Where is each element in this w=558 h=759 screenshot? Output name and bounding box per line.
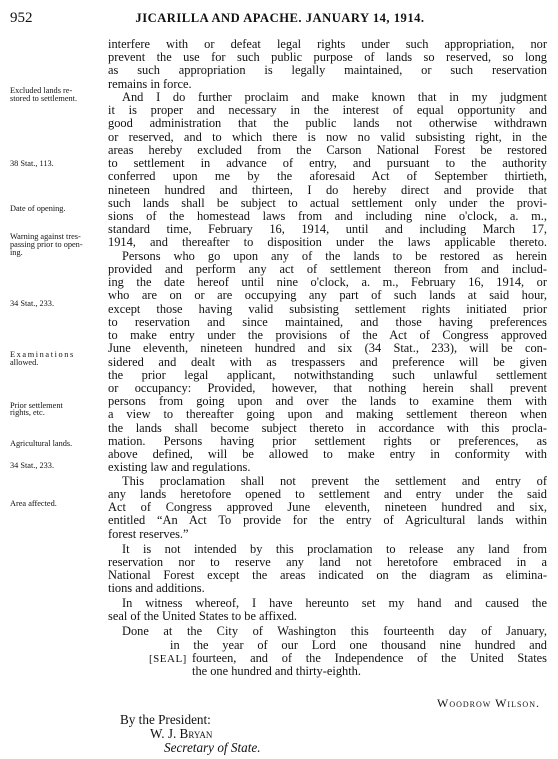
body-line: existing law and regulations. xyxy=(108,460,251,475)
body-line: tions and additions. xyxy=(108,581,205,596)
body-line: entitled “An Act To provide for the entry of Agricultural lands within xyxy=(108,513,547,528)
body-line: National Forest except the areas indicated on the diagram as elimina- xyxy=(108,567,547,582)
body-line: to settlement in advance of entry, and pursuant to the authority xyxy=(108,156,547,171)
body-line: reservation nor to reserve any land not heretofore embraced in a xyxy=(108,554,547,569)
seal-mark: [SEAL] xyxy=(149,652,187,665)
body-line: areas hereby excluded from the Carson National Forest be restored xyxy=(108,142,547,157)
countersign-name: W. J. Bryan xyxy=(150,726,213,741)
body-line: above defined, will be allowed to make entry in conformity with xyxy=(108,447,547,462)
body-line: ing the date hereof until nine o'clock, a. m., February 16, 1914, or xyxy=(108,275,547,290)
body-line: seal of the United States to be affixed. xyxy=(108,609,298,624)
body-line: June eleventh, nineteen hundred and six (34 Stat., 233), will be con- xyxy=(108,341,547,356)
margin-note: 34 Stat., 233. xyxy=(10,299,55,309)
body-line: it is proper and necessary in the interest of equal opportunity and xyxy=(108,103,547,118)
page-header xyxy=(10,10,550,30)
signature: Woodrow Wilson. xyxy=(437,696,540,710)
body-line: 1914, and thereafter to disposition under the laws applicable thereto. xyxy=(108,235,547,250)
body-line: And I do further proclaim and make known that in my judgment xyxy=(122,89,547,104)
body-line: mation. Persons having prior settlement rights or preferences, as xyxy=(108,433,547,448)
body-line: provided and perform any act of settlement thereon from and includ- xyxy=(108,261,547,276)
margin-note: Examinations xyxy=(10,350,75,360)
margin-note: Excluded lands re- xyxy=(10,85,73,95)
body-line: the one hundred and thirty-eighth. xyxy=(192,664,361,679)
by-the-president: By the President: xyxy=(120,712,211,727)
body-line: It is not intended by this proclamation to release any land from xyxy=(122,541,547,556)
body-line: remains in force. xyxy=(108,76,192,91)
body-line: such lands shall be subject to actual settlement only under the provi- xyxy=(108,195,547,210)
body-line: nineteen hundred and thirteen, I do hereby direct and provide that xyxy=(108,182,547,197)
body-line: This proclamation shall not prevent the settlement and entry of xyxy=(122,473,547,488)
body-line: Done at the City of Washington this fourteenth day of January, xyxy=(122,624,547,639)
body-line: except those having valid subsisting settlement rights initiated prior xyxy=(108,301,547,316)
margin-note: 34 Stat., 233. xyxy=(10,461,55,471)
body-line: good administration that the public lands not otherwise withdrawn xyxy=(108,116,547,131)
margin-note: stored to settlement. xyxy=(10,93,78,103)
body-line: any lands heretofore opened to settlement and entry under the said xyxy=(108,486,547,501)
margin-note: Prior settlement xyxy=(10,400,63,410)
body-line: standard time, February 16, 1914, until and including March 17, xyxy=(108,222,547,237)
page-number: 952 xyxy=(10,10,33,26)
margin-note: Agricultural lands. xyxy=(10,439,73,449)
running-title: JICARILLA AND APACHE. JANUARY 14, 1914. xyxy=(135,11,425,25)
countersign-title: Secretary of State. xyxy=(164,740,261,755)
body-line: prevent the use for such public purpose of lands so reserved, so long xyxy=(108,50,547,65)
body-line: who are on or are occupying any part of such lands at said hour, xyxy=(108,288,547,303)
body-line: conferred upon me by the aforesaid Act of September thirtieth, xyxy=(108,169,547,184)
body-line: In witness whereof, I have hereunto set my hand and caused the xyxy=(122,596,547,611)
body-line: as such appropriation is legally maintained, or such reservation xyxy=(108,63,547,78)
margin-note: 38 Stat., 113. xyxy=(10,158,54,168)
body-line: fourteen, and of the Independence of the United States xyxy=(192,650,547,665)
margin-note: allowed. xyxy=(10,358,39,368)
body-line: sions of the homestead laws from and including nine o'clock, a. m., xyxy=(108,208,547,223)
body-line: interfere with or defeat legal rights under such appropriation, nor xyxy=(108,37,547,51)
margin-note: ing. xyxy=(10,247,23,257)
margin-note: Warning against tres- xyxy=(10,232,81,242)
body-line: to reservation and since maintained, and those having preferences xyxy=(108,314,547,329)
margin-note: Area affected. xyxy=(10,499,57,509)
body-line: the prior legal applicant, notwithstanding such unlawful settlement xyxy=(108,367,547,382)
body-line: persons from going upon and over the lands to examine them with xyxy=(108,394,547,409)
margin-note: Date of opening. xyxy=(10,203,66,213)
body-line: to make entry under the provisions of the Act of Congress approved xyxy=(108,328,547,343)
body-line: Persons who go upon any of the lands to be restored as herein xyxy=(122,248,547,263)
margin-note: rights, etc. xyxy=(10,408,45,418)
body-line: forest reserves.” xyxy=(108,526,189,541)
body-line: in the year of our Lord one thousand nine hundred and xyxy=(170,637,547,652)
body-line: the lands shall become subject thereto in accordance with this procla- xyxy=(108,420,547,435)
body-line: a view to thereafter going upon and making settlement thereon when xyxy=(108,407,547,422)
body-line: Act of Congress approved June eleventh, nineteen hundred and six, xyxy=(108,500,547,515)
body-line: or occupancy: Provided, however, that nothing herein shall prevent xyxy=(108,380,547,395)
body-line: sidered and dealt with as trespassers and preference will be given xyxy=(108,354,547,369)
body-line: or reserved, and to which there is now no valid subsisting right, in the xyxy=(108,129,547,144)
margin-note: passing prior to open- xyxy=(10,239,83,249)
